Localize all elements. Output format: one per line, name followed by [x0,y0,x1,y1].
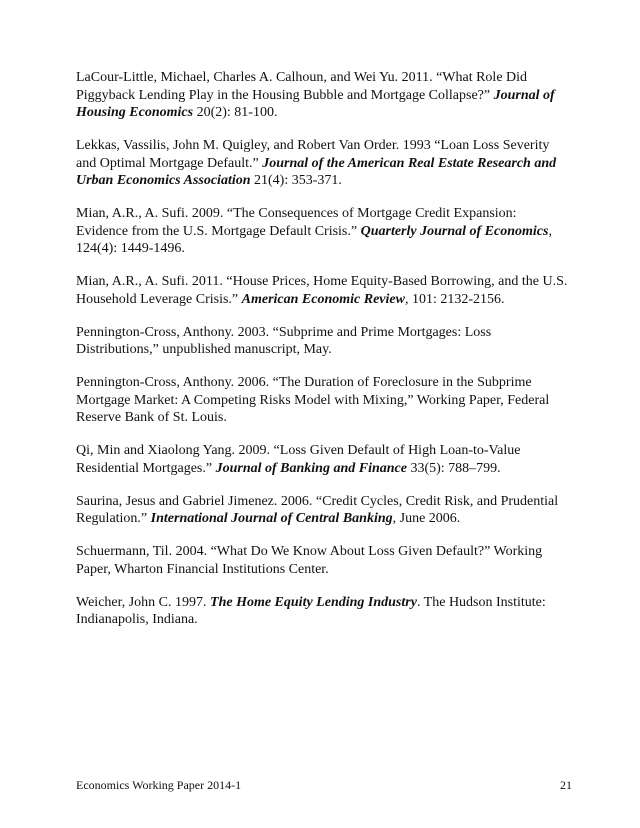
reference-text: . The Hudson Institute: Indianapolis, Indiana. [76,594,546,627]
reference-entry [76,442,572,477]
reference-entry [76,594,572,629]
reference-text: Mian, A.R., A. Sufi. 2009. “The Consequences of Mortgage Credit Expansion: Evidence from the U.S. Mortgage Default Crisis.” [76,206,517,239]
reference-text: , June 2006. [392,511,461,526]
journal-title: Journal of Housing Economics [76,87,555,120]
reference-text: 20(2): 81-100. [193,105,278,120]
reference-text: Schuermann, Til. 2004. “What Do We Know About Loss Given Default?” Working Paper, Wharton Financial Institutions Center. [76,544,543,577]
reference-entry [76,273,572,308]
reference-text: Qi, Min and Xiaolong Yang. 2009. “Loss Given Default of High Loan-to-Value Residential Mortgages.” [76,443,521,476]
journal-title: Quarterly Journal of Economics [360,223,549,239]
journal-title: American Economic Review [241,291,405,307]
reference-entry [76,374,572,427]
reference-entry [76,493,572,528]
page-number: 21 [560,778,572,792]
reference-text: , 124(4): 1449-1496. [76,223,552,256]
reference-text: 21(4): 353-371. [250,173,342,188]
reference-text: Pennington-Cross, Anthony. 2006. “The Duration of Foreclosure in the Subprime Mortgage Market: A Competing Risks Model with Mixing,” Working Paper, Federal Reserve Bank of St. Louis. [76,375,550,425]
reference-text: Pennington-Cross, Anthony. 2003. “Subprime and Prime Mortgages: Loss Distributions,” unpublished manuscript, May. [76,324,492,357]
reference-entry [76,324,572,359]
reference-text: , 101: 2132-2156. [404,291,505,307]
reference-text: Lekkas, Vassilis, John M. Quigley, and Robert Van Order. 1993 “Loan Loss Severity and Optimal Mortgage Default.” [76,138,550,171]
reference-entry [76,205,572,258]
page-footer [76,778,572,793]
reference-text: LaCour-Little, Michael, Charles A. Calhoun, and Wei Yu. 2011. “What Role Did Piggyback Lending Play in the Housing Bubble and Mortgage Collapse?” [76,70,528,103]
reference-entry [76,137,572,190]
reference-entry [76,543,572,578]
journal-title: Journal of Banking and Finance [215,460,407,476]
reference-list [76,69,572,644]
reference-text: Mian, A.R., A. Sufi. 2011. “House Prices, Home Equity-Based Borrowing, and the U.S. Household Leverage Crisis.” [76,274,568,307]
reference-text: 33(5): 788–799. [406,460,501,476]
journal-title: International Journal of Central Banking [150,511,393,526]
journal-title: The Home Equity Lending Industry [210,594,417,610]
reference-entry [76,69,572,122]
footer-paper-title: Economics Working Paper 2014-1 [76,778,242,792]
reference-text: Saurina, Jesus and Gabriel Jimenez. 2006. “Credit Cycles, Credit Risk, and Prudential Regulation.” [76,493,559,526]
journal-title: Journal of the American Real Estate Research and Urban Economics Association [76,155,557,188]
reference-text: Weicher, John C. 1997. [76,594,211,610]
